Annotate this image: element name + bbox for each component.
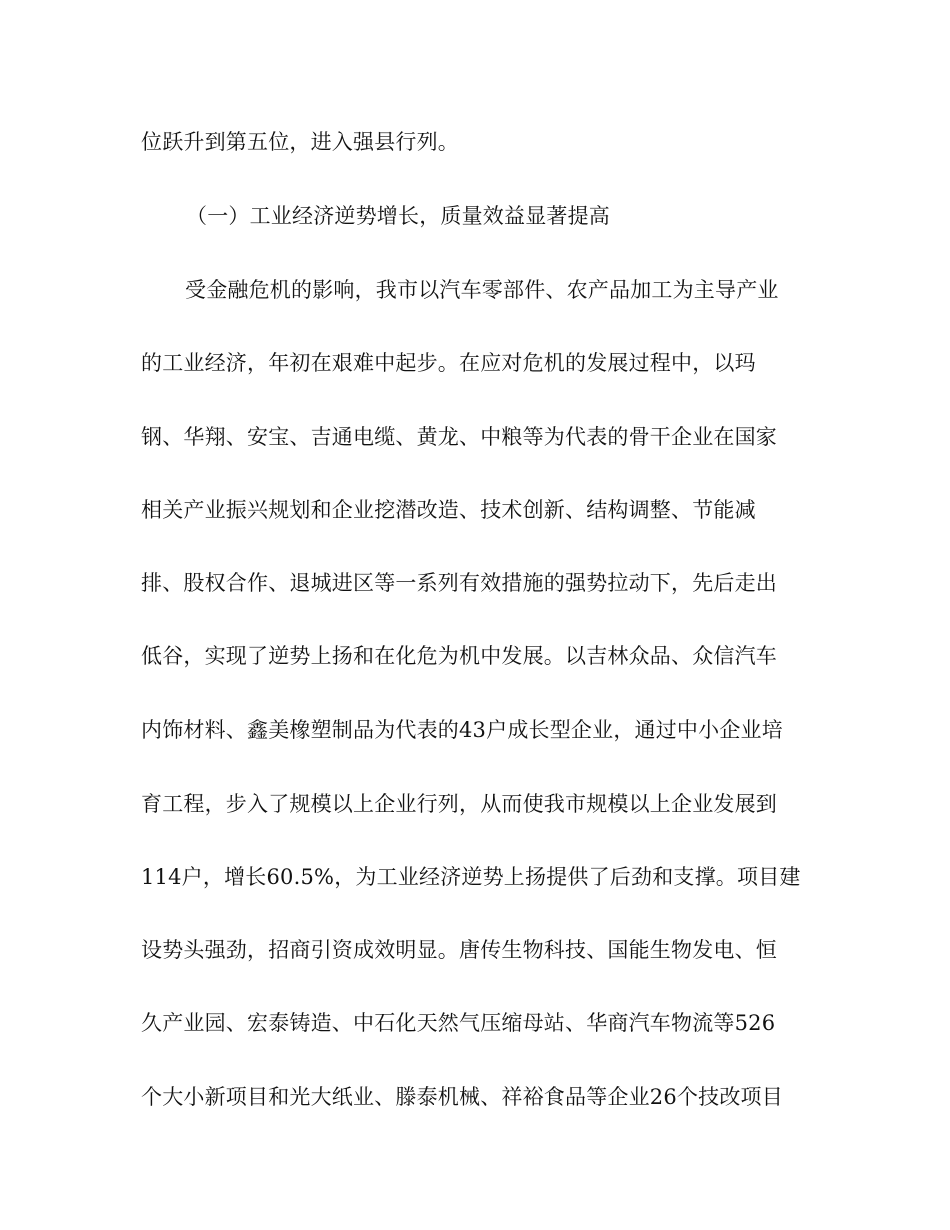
text-line-1: 位跃升到第五位，进入强县行列。 xyxy=(141,130,459,154)
text-line-8: 低谷，实现了逆势上扬和在化危为机中发展。以吉林众品、众信汽车 xyxy=(141,644,777,668)
text-line-13: 久产业园、宏泰铸造、中石化天然气压缩母站、华商汽车物流等526 xyxy=(141,1011,776,1035)
text-line-9: 内饰材料、鑫美橡塑制品为代表的43户成长型企业，通过中小企业培 xyxy=(141,718,783,742)
text-line-4: 的工业经济，年初在艰难中起步。在应对危机的发展过程中，以玛 xyxy=(141,351,756,375)
text-line-7: 排、股权合作、退城进区等一系列有效措施的强势拉动下，先后走出 xyxy=(141,571,777,595)
text-line-5: 钢、华翔、安宝、吉通电缆、黄龙、中粮等为代表的骨干企业在国家 xyxy=(141,425,777,449)
text-line-14: 个大小新项目和光大纸业、滕泰机械、祥裕食品等企业26个技改项目 xyxy=(141,1085,783,1109)
section-heading: （一）工业经济逆势增长，质量效益显著提高 xyxy=(186,204,610,228)
text-line-3: 受金融危机的影响，我市以汽车零部件、农产品加工为主导产业 xyxy=(185,278,779,302)
text-line-11: 114户，增长60.5%，为工业经济逆势上扬提供了后劲和支撑。项目建 xyxy=(141,865,801,889)
text-line-10: 育工程，步入了规模以上企业行列，从而使我市规模以上企业发展到 xyxy=(141,792,777,816)
text-line-6: 相关产业振兴规划和企业挖潜改造、技术创新、结构调整、节能减 xyxy=(141,498,756,522)
text-line-12: 设势头强劲，招商引资成效明显。唐传生物科技、国能生物发电、恒 xyxy=(141,938,777,962)
